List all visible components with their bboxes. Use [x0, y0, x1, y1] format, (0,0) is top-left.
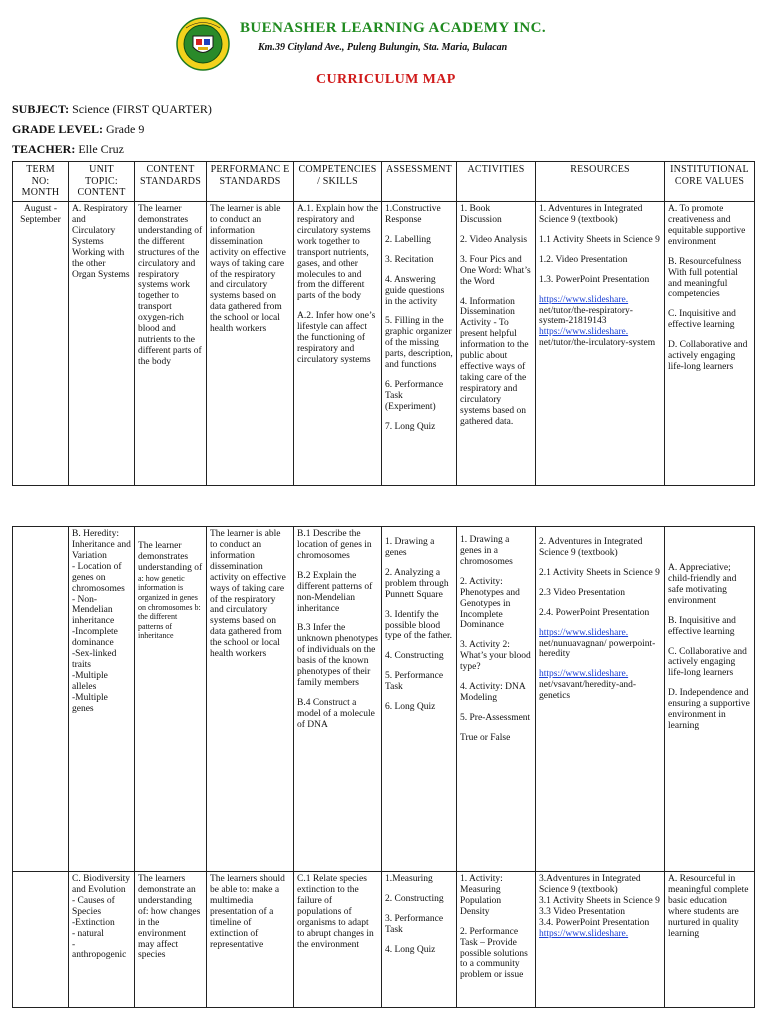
assessment-item: 5. Performance Task: [385, 671, 444, 693]
teacher-label: TEACHER:: [12, 142, 76, 156]
resource-item: 2. Adventures in Integrated Science 9 (textbook): [539, 537, 643, 558]
school-logo-icon: [176, 17, 230, 71]
assessment-item: 4. Constructing: [385, 651, 444, 662]
header-competencies: COMPETENCIES / SKILLS: [294, 162, 382, 202]
competencies-cell: [294, 527, 382, 872]
grade-label: GRADE LEVEL:: [12, 122, 104, 136]
term-cell: [13, 527, 69, 872]
assessment-item: 3. Identify the possible blood type of the father.: [385, 609, 453, 642]
resource-item: 2.4. PowerPoint Presentation: [539, 607, 650, 618]
subject-line: [12, 102, 212, 117]
header-assessment: ASSESSMENT: [382, 162, 457, 202]
unit-title: B. Heredity: Inheritance and Variation: [72, 529, 131, 561]
header-row: [13, 162, 755, 202]
activity-item: 1. Drawing a genes in a chromosomes: [460, 535, 513, 567]
header-activities: ACTIVITIES: [457, 162, 536, 202]
unit-item: anthropogenic: [72, 950, 127, 961]
performance-cell: The learner is able to conduct an information dissemination activity on effective ways of taking care of the respiratory and circulatory systems based on data gathered from the school or local health workers: [207, 527, 294, 872]
header-term: TERM NO: MONTH: [13, 162, 69, 202]
assessment-item: 3. Recitation: [385, 254, 434, 265]
curriculum-table-1: [12, 161, 755, 486]
resource-link[interactable]: https://www.slideshare.: [539, 327, 629, 338]
activities-cell: [457, 872, 536, 1008]
header-performance: PERFORMANC E STANDARDS: [207, 162, 294, 202]
activity-item: 3. Four Pics and One Word: What’s the Word: [460, 254, 531, 287]
performance-cell: The learner is able to conduct an information dissemination activity on effective ways of taking care of the respiratory and circulatory systems based on data gathered from the school or local health workers: [207, 202, 294, 486]
unit-item: - Location of genes on chromosomes: [72, 561, 125, 594]
resource-item: 3.Adventures in Integrated Science 9 (textbook): [539, 874, 641, 895]
assessment-item: 2. Labelling: [385, 234, 431, 245]
resource-item: 1.2. Video Presentation: [539, 254, 628, 265]
competency-item: B.4 Construct a model of a molecule of DNA: [297, 697, 375, 730]
unit-item: -Incomplete dominance: [72, 627, 118, 649]
assessment-item: 3. Performance Task: [385, 913, 444, 935]
document-title: CURRICULUM MAP: [316, 72, 456, 87]
content-cell: The learner demonstrates understanding of the different structures of the circulatory and respiratory systems work together to transport oxygen-rich blood and nutrients to the different parts of the body: [135, 202, 207, 486]
assessment-item: 2. Analyzing a problem through Punnett Square: [385, 567, 449, 600]
values-cell: [665, 202, 755, 486]
activity-item: 4. Information Dissemination Activity - To present helpful information to the public about effective ways of taking care of the respiratory and circulatory systems based on gathered data.: [460, 296, 529, 427]
activity-item: 2. Activity: Phenotypes and Genotypes in Incomplete Dominance: [460, 576, 520, 631]
resource-item: 3.4. PowerPoint Presentation: [539, 917, 650, 928]
values-cell: A. Resourceful in meaningful complete basic education where students are nurtured in quality learning: [665, 872, 755, 1008]
competency-item: A.1. Explain how the respiratory and circulatory systems work together to transport nutrients, gases, and other molecules to and from the different parts of the body: [297, 204, 379, 302]
competency-item: B.2 Explain the different patterns of non-Mendelian inheritance: [297, 570, 373, 614]
value-item: A. To promote creativeness and equitable supportive environment: [668, 204, 746, 247]
school-address: Km.39 Cityland Ave., Puleng Bulungin, Sta. Maria, Bulacan: [258, 42, 508, 53]
resource-link-rest: net/tutor/the-irculatory-system: [539, 338, 656, 349]
content-cell: The learners demonstrate an understanding of: how changes in the environment may affect species: [135, 872, 207, 1008]
table-row: [13, 527, 755, 872]
subject-value: Science (FIRST QUARTER): [72, 102, 212, 116]
resources-cell: [536, 527, 665, 872]
content-items: a: how genetic information is organized in genes on chromosomes b: the different patterns of inheritance: [138, 573, 201, 641]
header-values: INSTITUTIONAL CORE VALUES: [665, 162, 755, 202]
resource-link-rest: net/tutor/the-respiratory-system-21819143: [539, 305, 633, 327]
resources-cell: [536, 872, 665, 1008]
resource-item: 2.3 Video Presentation: [539, 587, 626, 598]
unit-title: C. Biodiversity and Evolution: [72, 874, 131, 895]
unit-item: -Multiple alleles: [72, 670, 108, 692]
content-intro: The learner demonstrates understanding of: [138, 541, 203, 573]
teacher-line: [12, 142, 124, 157]
assessment-cell: [382, 872, 457, 1008]
competency-item: B.1 Describe the location of genes in chromosomes: [297, 529, 372, 561]
assessment-item: 6. Long Quiz: [385, 702, 436, 713]
resource-link-rest: net/nunuavagnan/ powerpoint-heredity: [539, 638, 656, 660]
unit-cell: [69, 527, 135, 872]
competency-item: A.2. Infer how one’s lifestyle can affect the functioning of respiratory and circulatory systems: [297, 311, 376, 365]
assessment-item: 1. Drawing a genes: [385, 537, 435, 558]
unit-item: -Multiple genes: [72, 692, 108, 714]
header-unit: UNIT TOPIC: CONTENT: [69, 162, 135, 202]
assessment-item: 4. Answering guide questions in the activity: [385, 274, 445, 307]
activity-item: 4. Activity: DNA Modeling: [460, 682, 526, 704]
unit-item: - natural: [72, 928, 104, 939]
value-item: A. Appreciative; child-friendly and safe motivating environment: [668, 563, 737, 606]
assessment-item: 4. Long Quiz: [385, 944, 436, 955]
resource-item: 3.3 Video Presentation: [539, 906, 626, 917]
activity-item: 2. Video Analysis: [460, 234, 528, 245]
resource-link-rest: net/vsavant/heredity-and-genetics: [539, 680, 637, 702]
table-row: [13, 202, 755, 486]
activity-item: 5. Pre-Assessment: [460, 712, 531, 723]
table-row: [13, 872, 755, 1008]
header-content: CONTENT STANDARDS: [135, 162, 207, 202]
assessment-item: 2. Constructing: [385, 893, 444, 904]
unit-item: -Sex-linked traits: [72, 649, 117, 671]
resource-item: 2.1 Activity Sheets in Science 9: [539, 567, 660, 578]
header-resources: RESOURCES: [536, 162, 665, 202]
competencies-cell: C.1 Relate species extinction to the failure of populations of organisms to adapt to abrupt changes in the environment: [294, 872, 382, 1008]
unit-item: -: [72, 939, 76, 950]
page-header: [0, 0, 768, 100]
activity-item: 1. Activity: Measuring Population Density: [460, 874, 503, 917]
assessment-item: 1.Measuring: [385, 874, 433, 884]
resource-link[interactable]: https://www.slideshare.: [539, 928, 629, 939]
resource-link[interactable]: https://www.slideshare.: [539, 627, 629, 638]
unit-cell: [69, 872, 135, 1008]
activity-item: True or False: [460, 732, 511, 743]
competency-item: B.3 Infer the unknown phenotypes of individuals on the basis of the known phenotypes of their family members: [297, 623, 379, 689]
competencies-cell: [294, 202, 382, 486]
unit-cell: A. Respiratory and Circulatory Systems Working with the other Organ Systems: [69, 202, 135, 486]
grade-value: Grade 9: [106, 122, 145, 136]
assessment-item: 5. Filling in the graphic organizer of the missing parts, description, and functions: [385, 316, 453, 371]
value-item: C. Collaborative and actively engaging life-long learners: [668, 646, 747, 679]
activity-item: 2. Performance Task – Provide possible solutions to a community problem or issue: [460, 926, 528, 981]
resource-link[interactable]: https://www.slideshare.: [539, 669, 629, 680]
assessment-item: 6. Performance Task (Experiment): [385, 380, 444, 412]
value-item: D. Independence and ensuring a supportive environment in learning: [668, 688, 750, 732]
performance-cell: The learners should be able to: make a multimedia presentation of a timeline of extinction of representative: [207, 872, 294, 1008]
values-cell: [665, 527, 755, 872]
activities-cell: [457, 202, 536, 486]
school-name: BUENASHER LEARNING ACADEMY INC.: [240, 20, 547, 36]
value-item: B. Inquisitive and effective learning: [668, 615, 736, 637]
value-item: C. Inquisitive and effective learning: [668, 309, 736, 331]
grade-line: [12, 122, 144, 137]
resource-item: 1. Adventures in Integrated Science 9 (textbook): [539, 204, 643, 225]
value-item: D. Collaborative and actively engaging life-long learners: [668, 340, 748, 373]
activity-item: 3. Activity 2: What’s your blood type?: [460, 640, 531, 673]
assessment-cell: [382, 202, 457, 486]
assessment-item: 7. Long Quiz: [385, 421, 436, 432]
teacher-value: Elle Cruz: [78, 142, 124, 156]
unit-item: -Extinction: [72, 917, 115, 928]
resource-item: 3.1 Activity Sheets in Science 9: [539, 895, 660, 906]
resource-item: 1.1 Activity Sheets in Science 9: [539, 234, 660, 245]
activities-cell: [457, 527, 536, 872]
resource-link[interactable]: https://www.slideshare.: [539, 294, 629, 305]
curriculum-table-2: [12, 526, 755, 1008]
resources-cell: [536, 202, 665, 486]
unit-item: - Non-Mendelian inheritance: [72, 594, 115, 627]
activity-item: 1. Book Discussion: [460, 204, 502, 225]
resource-item: 1.3. PowerPoint Presentation: [539, 274, 650, 285]
assessment-cell: [382, 527, 457, 872]
term-cell: [13, 872, 69, 1008]
subject-label: SUBJECT:: [12, 102, 70, 116]
content-cell: [135, 527, 207, 872]
unit-item: - Causes of Species: [72, 895, 115, 917]
value-item: B. Resourcefulness With full potential and meaningful competencies: [668, 256, 742, 300]
term-cell: August - September: [13, 202, 69, 486]
assessment-item: 1.Constructive Response: [385, 204, 441, 225]
